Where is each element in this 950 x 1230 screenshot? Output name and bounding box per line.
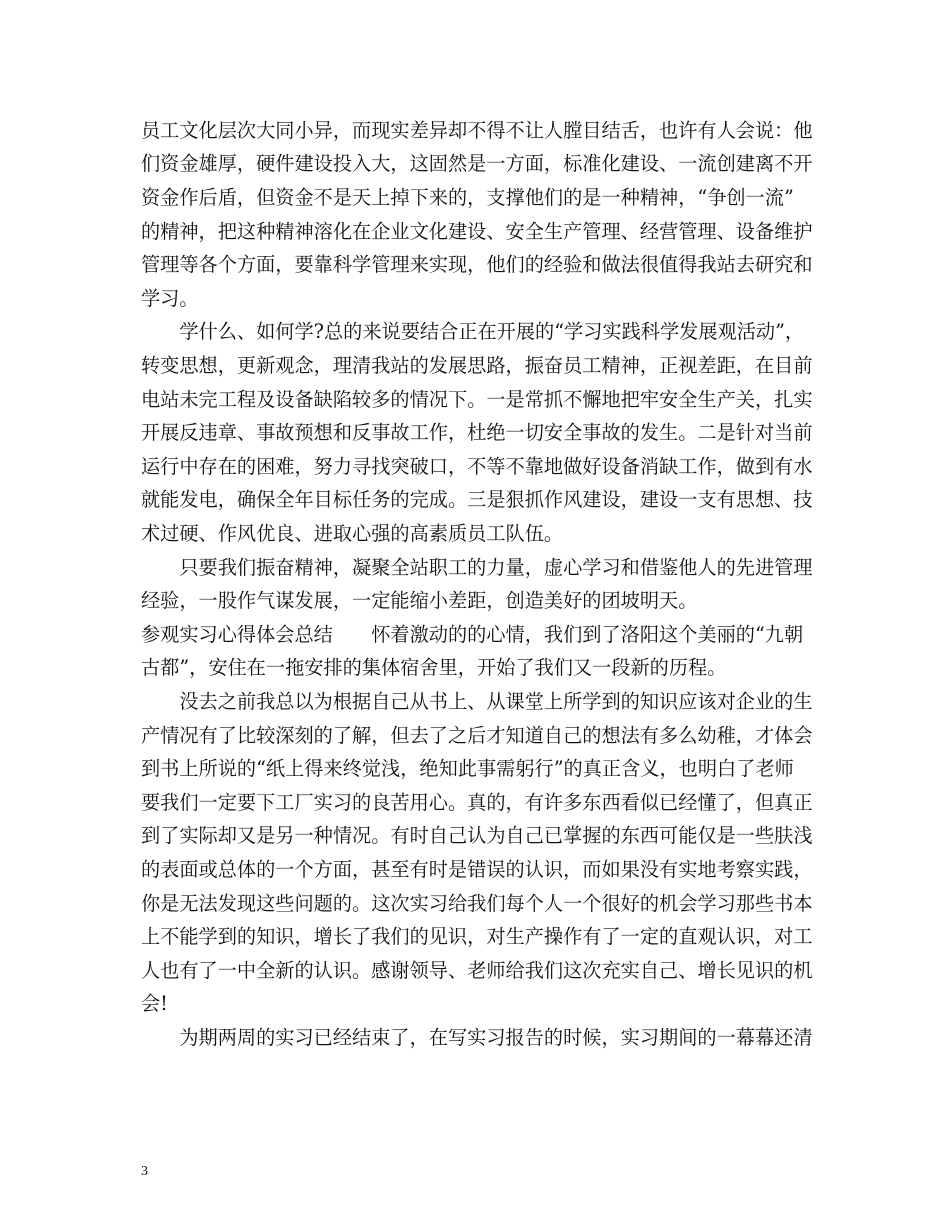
text-line: 学习。 (141, 287, 199, 310)
text-line: 经验，一股作气谋发展，一定能缩小差距，创造美好的团坡明天。 (141, 589, 698, 612)
text-line: 管理等各个方面，要靠科学管理来实现，他们的经验和做法很值得我站去研究和 (141, 253, 813, 276)
text-line: 学什么、如何学?总的来说要结合正在开展的“学习实践科学发展观活动”， (141, 320, 805, 343)
text-line: 你是无法发现这些问题的。这次实习给我们每个人一个很好的机会学习那些书本 (141, 892, 813, 915)
text-line: 人也有了一中全新的认识。感谢领导、老师给我们这次充实自己、增长见识的机 (141, 959, 813, 982)
text-line: 参观实习心得体会总结 怀着激动的的心情，我们到了洛阳这个美丽的“九朝 (141, 623, 804, 646)
text-line: 产情况有了比较深刻的了解，但去了之后才知道自己的想法有多么幼稚，才体会 (141, 724, 813, 747)
text-line: 到了实际却又是另一种情况。有时自己认为自己已掌握的东西可能仅是一些肤浅 (141, 824, 813, 847)
page-number: 3 (141, 1164, 148, 1179)
text-line: 开展反违章、事故预想和反事故工作，杜绝一切安全事故的发生。二是针对当前 (141, 421, 813, 444)
text-line: 只要我们振奋精神，凝聚全站职工的力量，虚心学习和借鉴他人的先进管理 (141, 556, 813, 579)
text-line: 资金作后盾，但资金不是天上掉下来的，支撑他们的是一种精神，“争创一流” (141, 186, 794, 209)
text-line: 上不能学到的知识，增长了我们的见识，对生产操作有了一定的直观认识，对工 (141, 925, 813, 948)
text-line: 员工文化层次大同小异，而现实差异却不得不让人膛目结舌，也许有人会说：他 (141, 119, 813, 142)
text-line: 没去之前我总以为根据自己从书上、从课堂上所学到的知识应该对企业的生 (141, 690, 813, 713)
text-line: 的精神，把这种精神溶化在企业文化建设、安全生产管理、经营管理、设备维护 (141, 220, 813, 243)
text-line: 就能发电，确保全年目标任务的完成。三是狠抓作风建设，建设一支有思想、技 (141, 488, 813, 511)
text-line: 电站未完工程及设备缺陷较多的情况下。一是常抓不懈地把牢安全生产关，扎实 (141, 388, 813, 411)
text-line: 转变思想，更新观念，理清我站的发展思路，振奋员工精神，正视差距，在目前 (141, 354, 813, 377)
text-line: 的表面或总体的一个方面，甚至有时是错误的认识，而如果没有实地考察实践， (141, 858, 813, 881)
text-line: 要我们一定要下工厂实习的良苦用心。真的，有许多东西看似已经懂了，但真正 (141, 791, 813, 814)
text-line: 术过硬、作风优良、进取心强的高素质员工队伍。 (141, 522, 564, 545)
text-line: 运行中存在的困难，努力寻找突破口，不等不靠地做好设备消缺工作，做到有水 (141, 455, 813, 478)
text-line: 们资金雄厚，硬件建设投入大，这固然是一方面，标准化建设、一流创建离不开 (141, 152, 813, 175)
text-line: 到书上所说的“纸上得来终觉浅，绝知此事需躬行”的真正含义，也明白了老师 (141, 757, 794, 780)
text-line: 会! (141, 992, 168, 1015)
text-line: 为期两周的实习已经结束了，在写实习报告的时候，实习期间的一幕幕还清 (141, 1026, 813, 1049)
text-line: 古都”，安住在一拖安排的集体宿舍里，开始了我们又一段新的历程。 (141, 656, 727, 679)
